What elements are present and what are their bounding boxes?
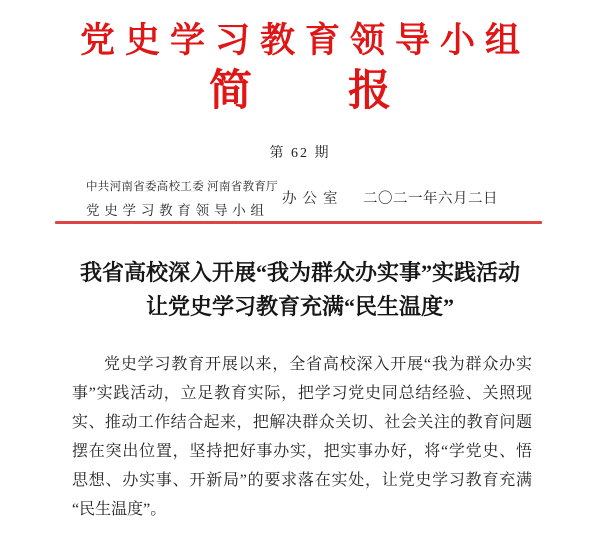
article-title-line1: 我省高校深入开展“我为群众办实事”实践活动 (79, 260, 520, 285)
bulletin-char-jian: 简 (209, 68, 252, 115)
issuer-org-block (86, 178, 278, 219)
issuer-org-line2: 党史学习教育领导小组 (86, 203, 264, 218)
issue-number: 第 62 期 (269, 146, 331, 161)
masthead-bulletin-title (0, 68, 600, 115)
article-title-line2: 让党史学习教育充满“民生温度” (145, 294, 454, 319)
issuer-office: 办公室 (282, 191, 344, 207)
masthead-divider-rule (55, 221, 542, 224)
article-body (72, 350, 532, 524)
body-line: 党史学习教育开展以来，全省高校深入开展“我为群众办实 (104, 356, 532, 373)
issuer-org-line1: 中共河南省委高校工委 河南省教育厅 (86, 181, 278, 193)
body-line: 实、推动工作结合起来，把解决群众关切、社会关注的教育问题 (72, 414, 532, 431)
masthead-org-title: 党史学习教育领导小组 (79, 21, 530, 60)
article-title (0, 256, 600, 324)
body-line: 摆在突出位置，坚持把好事办实，把实事办好，将“学党史、悟 (72, 443, 532, 460)
issue-date: 二〇二一年六月二日 (363, 191, 498, 207)
body-line: “民生温度”。 (72, 501, 167, 518)
body-line: 思想、办实事、开新局”的要求落在实处，让党史学习教育充满 (72, 472, 532, 489)
body-line: 事”实践活动，立足教育实际，把学习党史同总结经验、关照现 (72, 385, 532, 402)
issuer-row (86, 178, 498, 219)
bulletin-char-bao: 报 (348, 68, 391, 115)
